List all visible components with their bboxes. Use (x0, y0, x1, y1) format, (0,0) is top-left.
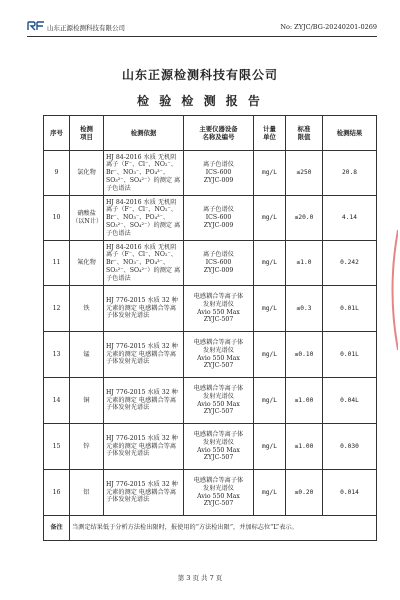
cell-unit: mg/L (254, 470, 286, 516)
seal-stamp-edge (387, 230, 398, 350)
table-row (44, 151, 377, 196)
report-number: No: ZYJC/BG-20240201-0269 (280, 23, 377, 31)
cell-seq: 12 (44, 286, 70, 332)
cell-instrument: 离子色谱仪 ICS-600 ZYJC-009 (184, 196, 254, 241)
table-row (44, 424, 377, 470)
note-text: 当测定结果低于分析方法检出限时，报使用的“方法检出限”，并加标志位“L”表示。 (70, 516, 377, 541)
cell-result: 0.01L (323, 286, 377, 332)
cell-instrument: 电感耦合等离子体 发射光谱仪 Avio 550 Max ZYJC-507 (184, 332, 254, 378)
cell-unit: mg/L (254, 332, 286, 378)
cell-basis: HJ 84-2016 水质 无机阴离子（F⁻、Cl⁻、NO₂⁻、Br⁻、NO₃⁻、PO₄³⁻、SO₃²⁻、SO₄²⁻）的测定 离子色谱法 (104, 196, 184, 241)
cell-limit: ≤0.3 (286, 286, 323, 332)
cell-basis: HJ 776-2015 水质 32 种元素的测定 电感耦合等离子体发射光谱法 (104, 332, 184, 378)
table-row (44, 241, 377, 286)
report-title: 检 验 检 测 报 告 (137, 94, 263, 108)
cell-limit: ≤0.20 (286, 470, 323, 516)
cell-seq: 11 (44, 241, 70, 286)
cell-result: 0.01L (323, 332, 377, 378)
cell-limit: ≤20.0 (286, 196, 323, 241)
cell-instrument: 离子色谱仪 ICS-600 ZYJC-009 (184, 241, 254, 286)
header-item: 检测 项目 (70, 116, 104, 151)
cell-limit: ≤1.00 (286, 378, 323, 424)
cell-item: 锌 (70, 424, 104, 470)
cell-seq: 9 (44, 151, 70, 196)
table-row (44, 470, 377, 516)
table-row (44, 332, 377, 378)
cell-basis: HJ 84-2016 水质 无机阴离子（F⁻、Cl⁻、NO₂⁻、Br⁻、NO₃⁻、PO₄³⁻、SO₃²⁻、SO₄²⁻）的测定 离子色谱法 (104, 241, 184, 286)
cell-unit: mg/L (254, 424, 286, 470)
header-seq: 序号 (44, 116, 70, 151)
cell-item: 铁 (70, 286, 104, 332)
cell-instrument: 电感耦合等离子体 发射光谱仪 Avio 550 Max ZYJC-507 (184, 470, 254, 516)
table-row (44, 378, 377, 424)
cell-result: 20.8 (323, 151, 377, 196)
cell-unit: mg/L (254, 241, 286, 286)
header-unit: 计量 单位 (254, 116, 286, 151)
cell-result: 4.14 (323, 196, 377, 241)
cell-result: 0.242 (323, 241, 377, 286)
cell-item: 铝 (70, 470, 104, 516)
company-logo-icon (27, 21, 45, 31)
results-table (43, 115, 377, 541)
cell-basis: HJ 776-2015 水质 32 种元素的测定 电感耦合等离子体发射光谱法 (104, 424, 184, 470)
cell-unit: mg/L (254, 151, 286, 196)
cell-seq: 14 (44, 378, 70, 424)
cell-seq: 16 (44, 470, 70, 516)
cell-instrument: 离子色谱仪 ICS-600 ZYJC-009 (184, 151, 254, 196)
header-limit: 标准 限值 (286, 116, 323, 151)
cell-instrument: 电感耦合等离子体 发射光谱仪 Avio 550 Max ZYJC-507 (184, 286, 254, 332)
cell-result: 0.04L (323, 378, 377, 424)
cell-seq: 13 (44, 332, 70, 378)
table-header-row (44, 116, 377, 151)
cell-item: 氟化物 (70, 241, 104, 286)
cell-result: 0.014 (323, 470, 377, 516)
cell-limit: ≤250 (286, 151, 323, 196)
cell-seq: 15 (44, 424, 70, 470)
cell-item: 锰 (70, 332, 104, 378)
company-title: 山东正源检测科技有限公司 (121, 68, 278, 82)
cell-item: 铜 (70, 378, 104, 424)
header-instrument: 主要仪器设备 名称及编号 (184, 116, 254, 151)
cell-instrument: 电感耦合等离子体 发射光谱仪 Avio 550 Max ZYJC-507 (184, 424, 254, 470)
header-result: 检测结果 (323, 116, 377, 151)
cell-basis: HJ 776-2015 水质 32 种元素的测定 电感耦合等离子体发射光谱法 (104, 286, 184, 332)
note-label: 备注 (44, 516, 70, 541)
note-row (44, 516, 377, 541)
header-company-name: 山东正源检测科技有限公司 (47, 24, 125, 32)
cell-unit: mg/L (254, 196, 286, 241)
cell-limit: ≤0.10 (286, 332, 323, 378)
cell-item: 氯化物 (70, 151, 104, 196)
cell-result: 0.030 (323, 424, 377, 470)
cell-unit: mg/L (254, 286, 286, 332)
cell-seq: 10 (44, 196, 70, 241)
header-basis: 检测依据 (104, 116, 184, 151)
cell-limit: ≤1.0 (286, 241, 323, 286)
table-row (44, 286, 377, 332)
cell-basis: HJ 776-2015 水质 32 种元素的测定 电感耦合等离子体发射光谱法 (104, 470, 184, 516)
cell-basis: HJ 776-2015 水质 32 种元素的测定 电感耦合等离子体发射光谱法 (104, 378, 184, 424)
cell-instrument: 电感耦合等离子体 发射光谱仪 Avio 550 Max ZYJC-507 (184, 378, 254, 424)
page-footer: 第 3 页 共 7 页 (177, 574, 223, 582)
cell-basis: HJ 84-2016 水质 无机阴离子（F⁻、Cl⁻、NO₂⁻、Br⁻、NO₃⁻、PO₄³⁻、SO₃²⁻、SO₄²⁻）的测定 离子色谱法 (104, 151, 184, 196)
table-row (44, 196, 377, 241)
page-header (27, 20, 377, 37)
cell-limit: ≤1.00 (286, 424, 323, 470)
cell-item: 硝酸盐 （以N计） (70, 196, 104, 241)
cell-unit: mg/L (254, 378, 286, 424)
